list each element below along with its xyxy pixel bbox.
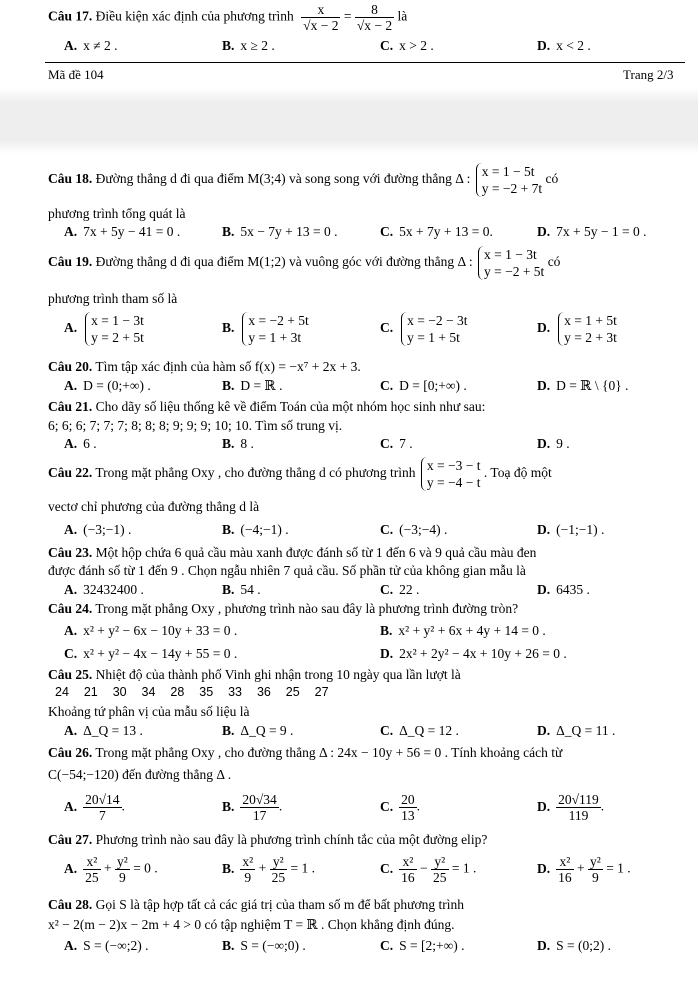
q27-option-c: C. $\frac{\text{x²}}{16}$ − $\frac{\text{y²}}{25}$ = 1 . [380, 854, 477, 885]
q22-option-a: A. (−3;−1) . [64, 522, 132, 537]
q28-option-d: D. S = (0;2) . [537, 938, 611, 953]
exam-code: Mã đề 104 [48, 67, 104, 82]
q27-option-d: D. $\frac{\text{x²}}{16}$ + $\frac{\text{y²}}{9}$ = 1 . [537, 854, 631, 885]
q22-line2: vectơ chỉ phương của đường thẳng d là [48, 499, 260, 514]
q28-option-b: B. S = (−∞;0) . [222, 938, 306, 953]
q19-option-d: D. x = 1 + 5t y = 2 + 3t [537, 313, 617, 345]
q20-option-b: B. D = ℝ . [222, 378, 283, 393]
q17-option-b: B. x ≥ 2 . [222, 38, 275, 53]
q28-stem: Câu 28. Gọi S là tập hợp tất cả các giá trị của tham số m để bất phương trình [48, 897, 465, 912]
q18-option-a: A. 7x + 5y − 41 = 0 . [64, 224, 181, 239]
q20-option-c: C. D = [0;+∞) . [380, 378, 467, 393]
q17-frac2-den: √x − 2 [356, 18, 393, 33]
q21-line2: 6; 6; 6; 7; 7; 7; 8; 8; 8; 9; 9; 9; 10; 10. Tìm số trung vị. [48, 418, 343, 433]
q26-option-a: A. $\frac{20√14}{7}$ . [64, 792, 125, 823]
q23-option-d: D. 6435 . [537, 582, 590, 597]
q24-option-d: D. 2x² + 2y² − 4x + 10y + 26 = 0 . [380, 646, 567, 661]
q19-option-b: B. x = −2 + 5t y = 1 + 3t [222, 313, 309, 345]
q23-stem: Câu 23. Một hộp chứa 6 quả cầu màu xanh được đánh số từ 1 đến 6 và 9 quả cầu màu đen [48, 545, 537, 560]
q24-stem: Câu 24. Trong mặt phẳng Oxy , phương trình nào sau đây là phương trình đường tròn? [48, 601, 519, 616]
q22-stem: Câu 22. Trong mặt phẳng Oxy , cho đường thẳng d có phương trình x = −3 − t y = −4 − t . Toạ độ một [48, 458, 552, 490]
q17-option-d: D. x < 2 . [537, 38, 591, 53]
q25-option-d: D. Δ_Q = 11 . [537, 723, 616, 738]
q19-option-a: A. x = 1 − 3t y = 2 + 5t [64, 313, 144, 345]
q22-option-c: C. (−3;−4) . [380, 522, 448, 537]
q25-data: 24 21 30 34 28 35 33 36 25 27 [55, 685, 329, 699]
q17-label: Câu 17. [48, 8, 93, 24]
page-break [0, 88, 698, 154]
q26-stem: Câu 26. Trong mặt phẳng Oxy , cho đường thẳng Δ : 24x − 10y + 56 = 0 . Tính khoảng cách từ [48, 745, 563, 760]
q21-option-b: B. 8 . [222, 436, 254, 451]
q19-stem: Câu 19. Đường thẳng d đi qua điểm M(1;2) và vuông góc với đường thẳng Δ : x = 1 − 3t y = −2 + 5t có [48, 247, 561, 279]
q17-frac1 [301, 2, 340, 33]
q27-option-a: A. $\frac{\text{x²}}{25}$ + $\frac{\text{y²}}{9}$ = 0 . [64, 854, 158, 885]
q25-option-b: B. Δ_Q = 9 . [222, 723, 294, 738]
q19-system: x = 1 − 3t y = −2 + 5t [478, 246, 544, 280]
q22-system: x = −3 − t y = −4 − t [421, 457, 481, 491]
q28-option-a: A. S = (−∞;2) . [64, 938, 149, 953]
q25-option-a: A. Δ_Q = 13 . [64, 723, 143, 738]
q17-tail: là [397, 8, 408, 24]
q18-system: x = 1 − 5t y = −2 + 7t [476, 163, 542, 197]
q17-frac1-num: x [301, 2, 340, 18]
q26-line2: C(−54;−120) đến đường thẳng Δ . [48, 767, 232, 782]
q28-line2: x² − 2(m − 2)x − 2m + 4 > 0 có tập nghiệm T = ℝ . Chọn khẳng định đúng. [48, 917, 455, 932]
q17-option-a: A. x ≠ 2 . [64, 38, 118, 53]
q20-option-d: D. D = ℝ \ {0} . [537, 378, 629, 393]
q25-stem: Câu 25. Nhiệt độ của thành phố Vinh ghi nhận trong 10 ngày qua lần lượt là [48, 667, 461, 682]
q17-stem: Câu 17. Điều kiện xác định của phương trình $\frac{x}{√x - 2}$ = $\frac{8}{√x - 2}$ là [48, 2, 408, 33]
q28-option-c: C. S = [2;+∞) . [380, 938, 465, 953]
q18-option-b: B. 5x − 7y + 13 = 0 . [222, 224, 338, 239]
q20-option-a: A. D = (0;+∞) . [64, 378, 151, 393]
q25-option-c: C. Δ_Q = 12 . [380, 723, 459, 738]
q18-option-d: D. 7x + 5y − 1 = 0 . [537, 224, 647, 239]
q19-option-c: C. x = −2 − 3t y = 1 + 5t [380, 313, 468, 345]
q23-option-a: A. 32432400 . [64, 582, 144, 597]
page-number: Trang 2/3 [623, 67, 674, 82]
q18-line2: phương trình tổng quát là [48, 206, 186, 221]
q21-option-c: C. 7 . [380, 436, 413, 451]
q27-stem: Câu 27. Phương trình nào sau đây là phương trình chính tắc của một đường elip? [48, 832, 488, 847]
q22-option-b: B. (−4;−1) . [222, 522, 289, 537]
q17-option-c: C. x > 2 . [380, 38, 434, 53]
q23-line2: được đánh số từ 1 đến 9 . Chọn ngẫu nhiên 7 quả cầu. Số phần tử của không gian mẫu là [48, 563, 526, 578]
q21-option-d: D. 9 . [537, 436, 570, 451]
q17-frac1-den: √x − 2 [303, 18, 339, 33]
q22-option-d: D. (−1;−1) . [537, 522, 605, 537]
q25-line3: Khoảng tứ phân vị của mẫu số liệu là [48, 704, 250, 719]
q23-option-b: B. 54 . [222, 582, 261, 597]
q24-option-c: C. x² + y² − 4x − 14y + 55 = 0 . [64, 646, 238, 661]
q17-frac2 [355, 2, 394, 33]
q27-option-b: B. $\frac{\text{x²}}{9}$ + $\frac{\text{y²}}{25}$ = 1 . [222, 854, 315, 885]
q18-stem: Câu 18. Đường thẳng d đi qua điểm M(3;4) và song song với đường thẳng Δ : x = 1 − 5t y = −2 + 7t có [48, 164, 559, 196]
q18-option-c: C. 5x + 7y + 13 = 0. [380, 224, 493, 239]
q26-option-c: C. $\frac{20}{13}$ . [380, 792, 420, 823]
q24-option-b: B. x² + y² + 6x + 4y + 14 = 0 . [380, 623, 546, 638]
q19-line2: phương trình tham số là [48, 291, 178, 306]
q26-option-b: B. $\frac{20√34}{17}$ . [222, 792, 283, 823]
q26-option-d: D. $\frac{20√119}{119}$ . [537, 792, 605, 823]
q17-frac2-num: 8 [355, 2, 394, 18]
q24-option-a: A. x² + y² − 6x − 10y + 33 = 0 . [64, 623, 238, 638]
q20-stem: Câu 20. Tìm tập xác định của hàm số f(x) = −x⁷ + 2x + 3. [48, 359, 361, 374]
footer-rule [45, 62, 685, 63]
q21-stem: Câu 21. Cho dãy số liệu thống kê về điểm Toán của một nhóm học sinh như sau: [48, 399, 486, 414]
q21-option-a: A. 6 . [64, 436, 97, 451]
q17-text: Điều kiện xác định của phương trình [95, 8, 294, 24]
q23-option-c: C. 22 . [380, 582, 420, 597]
